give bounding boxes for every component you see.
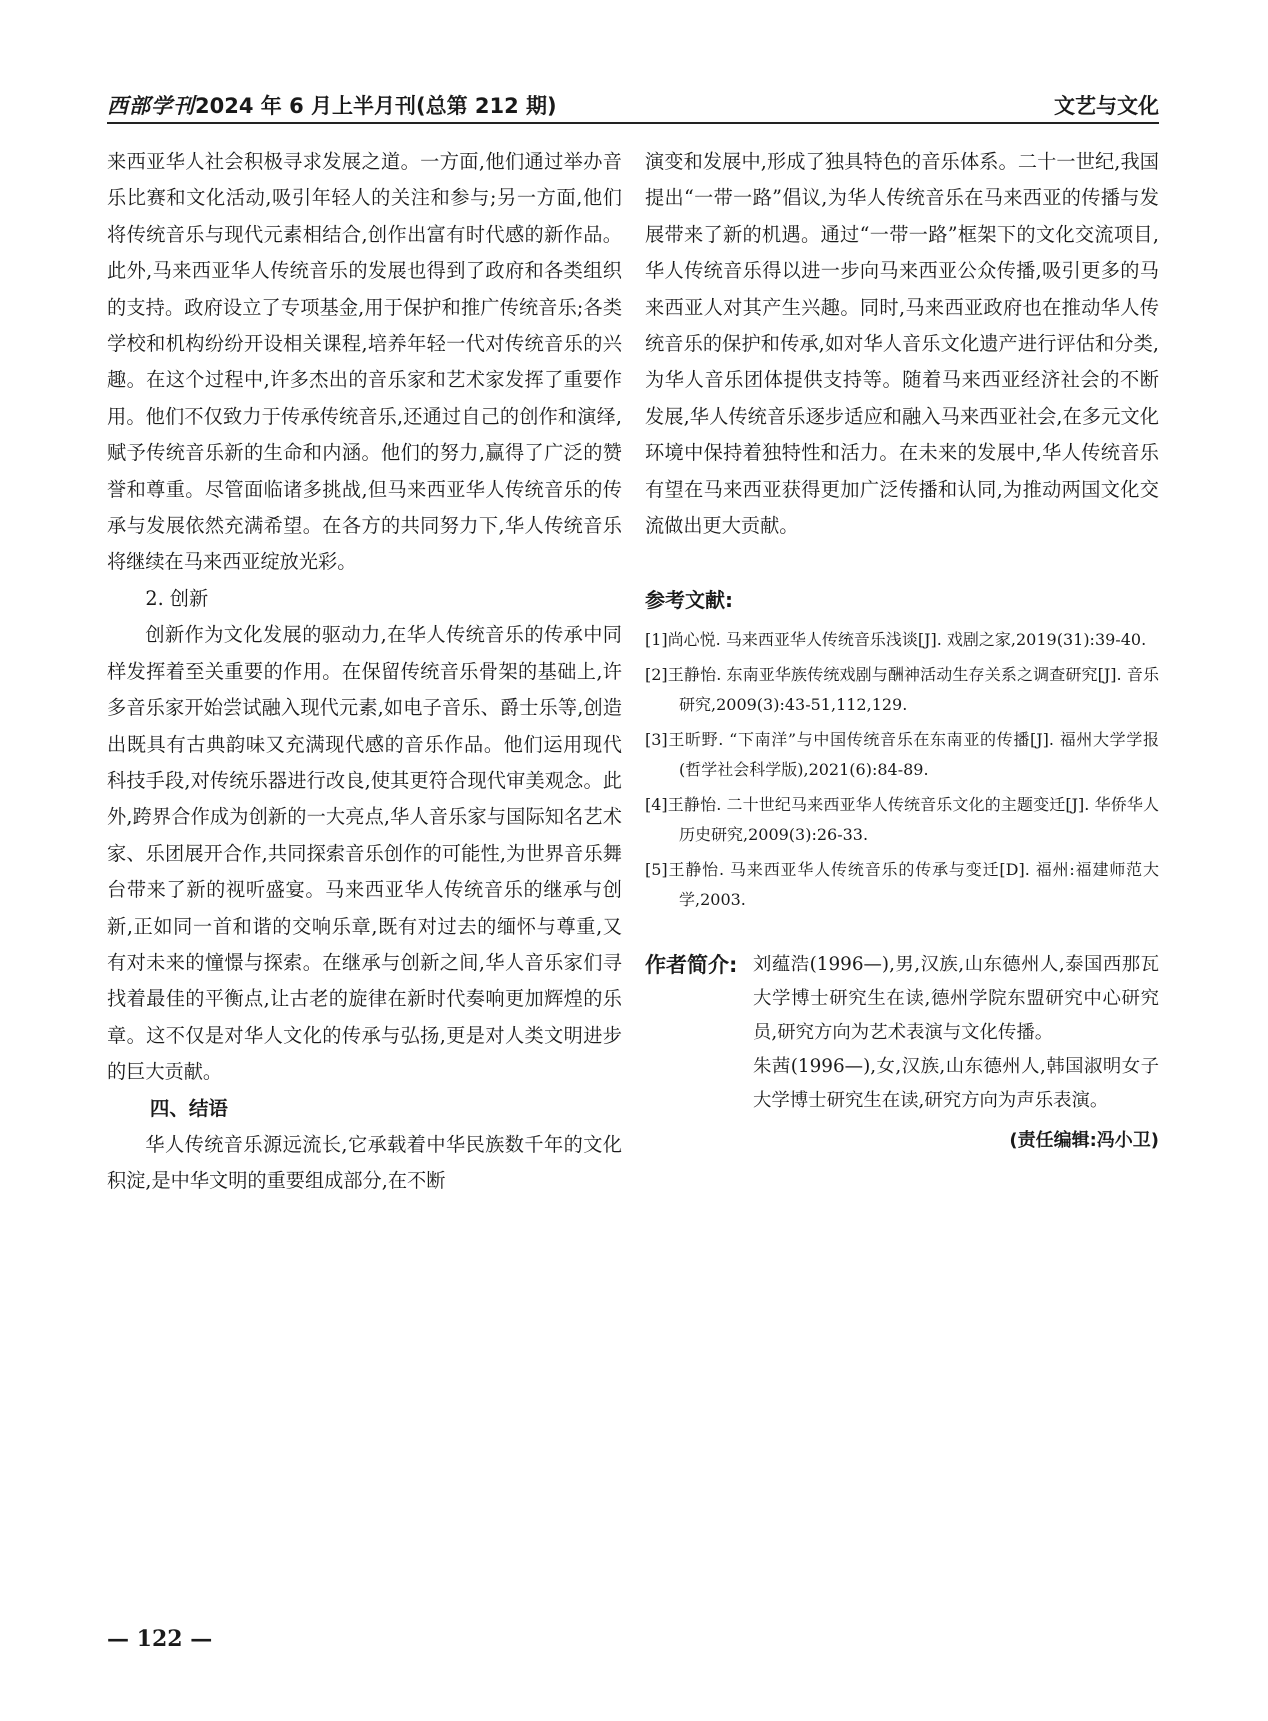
reference-item: [5]王静怡. 马来西亚华人传统音乐的传承与变迁[D]. 福州:福建师范大学,2003. — [645, 859, 1159, 910]
paragraph: 华人传统音乐源远流长,它承载着中华民族数千年的文化积淀,是中华文明的重要组成部分,在不断 — [107, 1132, 622, 1193]
responsible-editor: (责任编辑:冯小卫) — [1009, 1129, 1159, 1151]
references-title: 参考文献: — [645, 588, 733, 613]
left-column — [107, 144, 622, 1200]
section-name: 文艺与文化 — [1054, 94, 1159, 118]
subheading-innovation: 2. 创新 — [145, 586, 209, 610]
reference-item: [4]王静怡. 二十世纪马来西亚华人传统音乐文化的主题变迁[J]. 华侨华人历史研究,2009(3):26-33. — [645, 794, 1159, 845]
reference-item: [1]尚心悦. 马来西亚华人传统音乐浅谈[J]. 戏剧之家,2019(31):39-40. — [645, 630, 1147, 650]
section-heading-conclusion: 四、结语 — [149, 1096, 228, 1120]
author-bio: 朱茜(1996—),女,汉族,山东德州人,韩国淑明女子大学博士研究生在读,研究方向为声乐表演。 — [753, 1055, 1159, 1111]
journal-issue-line — [107, 90, 557, 120]
paragraph: 来西亚华人社会积极寻求发展之道。一方面,他们通过举办音乐比赛和文化活动,吸引年轻人的关注和参与;另一方面,他们将传统音乐与现代元素相结合,创作出富有时代感的新作品。此外,马来西亚华人传统音乐的发展也得到了政府和各类组织的支持。政府设立了专项基金,用于保护和推广传统音乐;各类学校和机构纷纷开设相关课程,培养年轻一代对传统音乐的兴趣。在这个过程中,许多杰出的音乐家和艺术家发挥了重要作用。他们不仅致力于传承传统音乐,还通过自己的创作和演绎,赋予传统音乐新的生命和内涵。他们的努力,赢得了广泛的赞誉和尊重。尽管面临诸多挑战,但马来西亚华人传统音乐的传承与发展依然充满希望。在各方的共同努力下,华人传统音乐将继续在马来西亚绽放光彩。 — [107, 150, 622, 574]
reference-item: [3]王昕野. “下南洋”与中国传统音乐在东南亚的传播[J]. 福州大学学报(哲学社会科学版),2021(6):84-89. — [645, 729, 1159, 780]
author-body — [753, 948, 1159, 1118]
author-bio: 刘蕴浩(1996—),男,汉族,山东德州人,泰国西那瓦大学博士研究生在读,德州学院东盟研究中心研究员,研究方向为艺术表演与文化传播。 — [753, 953, 1159, 1043]
paragraph: 演变和发展中,形成了独具特色的音乐体系。二十一世纪,我国提出“一带一路”倡议,为华人传统音乐在马来西亚的传播与发展带来了新的机遇。通过“一带一路”框架下的文化交流项目,华人传统音乐得以进一步向马来西亚公众传播,吸引更多的马来西亚人对其产生兴趣。同时,马来西亚政府也在推动华人传统音乐的保护和传承,如对华人音乐文化遗产进行评估和分类,为华人音乐团体提供支持等。随着马来西亚经济社会的不断发展,华人传统音乐逐步适应和融入马来西亚社会,在多元文化环境中保持着独特性和活力。在未来的发展中,华人传统音乐有望在马来西亚获得更加广泛传播和认同,为推动两国文化交流做出更大贡献。 — [645, 150, 1159, 538]
paragraph: 创新作为文化发展的驱动力,在华人传统音乐的传承中同样发挥着至关重要的作用。在保留传统音乐骨架的基础上,许多音乐家开始尝试融入现代元素,如电子音乐、爵士乐等,创造出既具有古典韵味又充满现代感的音乐作品。他们运用现代科技手段,对传统乐器进行改良,使其更符合现代审美观念。此外,跨界合作成为创新的一大亮点,华人音乐家与国际知名艺术家、乐团展开合作,共同探索音乐创作的可能性,为世界音乐舞台带来了新的视听盛宴。马来西亚华人传统音乐的继承与创新,正如同一首和谐的交响乐章,既有对过去的缅怀与尊重,又有对未来的憧憬与探索。在继承与创新之间,华人音乐家们寻找着最佳的平衡点,让古老的旋律在新时代奏响更加辉煌的乐章。这不仅是对华人文化的传承与弘扬,更是对人类文明进步的巨大贡献。 — [107, 623, 622, 1084]
running-header — [107, 86, 1159, 126]
right-column — [645, 144, 1159, 1152]
header-rule — [107, 122, 1159, 124]
journal-logo: 西部学刊 — [107, 93, 195, 118]
left-body — [107, 144, 622, 1200]
references-list — [645, 625, 1159, 916]
reference-item: [2]王静怡. 东南亚华族传统戏剧与酬神活动生存关系之调查研究[J]. 音乐研究,2009(3):43-51,112,129. — [645, 664, 1159, 715]
issue-info: 2024 年 6 月上半月刊(总第 212 期) — [195, 94, 557, 118]
right-body — [645, 144, 1159, 544]
author-info — [645, 948, 1159, 1118]
page-number: — 122 — — [107, 1626, 213, 1652]
author-label: 作者简介: — [645, 952, 738, 977]
